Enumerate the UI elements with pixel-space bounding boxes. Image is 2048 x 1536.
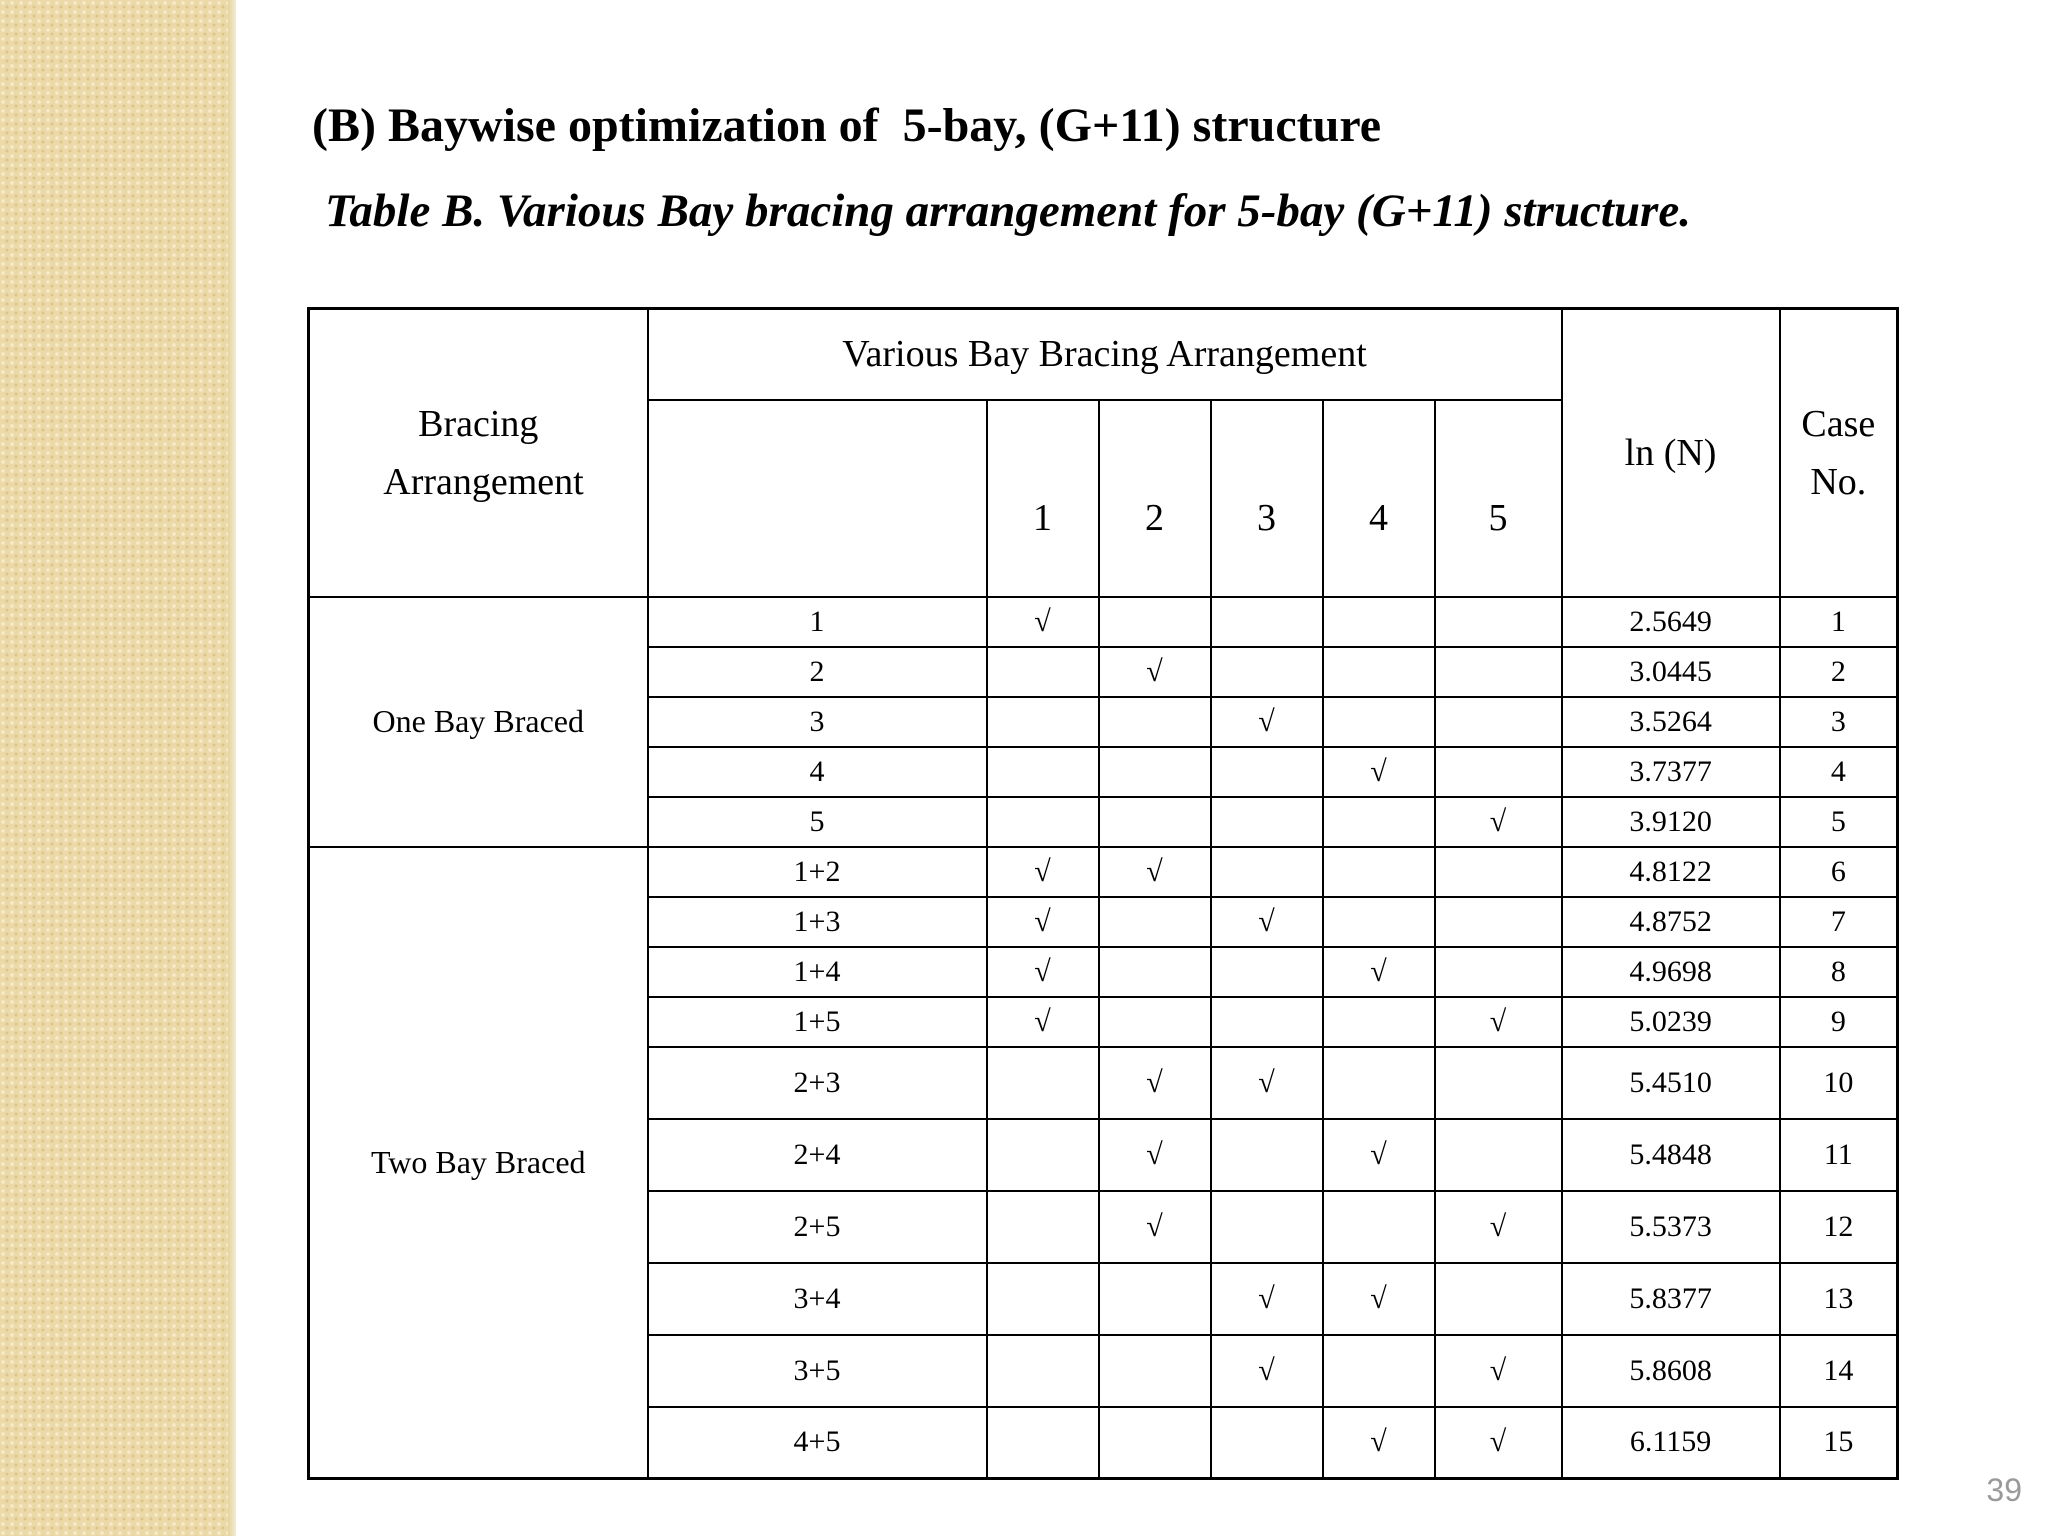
case-number-cell: 5 — [1780, 797, 1898, 847]
bay-1-cell — [987, 747, 1099, 797]
group-label: Two Bay Braced — [309, 847, 648, 1479]
bay-1-cell — [987, 947, 1099, 997]
header-bay-1: 1 — [987, 400, 1099, 597]
case-number-cell: 4 — [1780, 747, 1898, 797]
bay-5-cell — [1435, 1047, 1562, 1119]
bay-3-cell — [1211, 697, 1323, 747]
bay-2-cell — [1099, 697, 1211, 747]
bay-3-cell — [1211, 597, 1323, 647]
case-number-cell: 12 — [1780, 1191, 1898, 1263]
bay-3-cell — [1211, 847, 1323, 897]
check-mark-icon: √ — [1146, 654, 1163, 688]
case-number-cell: 3 — [1780, 697, 1898, 747]
table-body — [309, 597, 1898, 1479]
case-number-cell: 15 — [1780, 1407, 1898, 1479]
ln-value-cell: 5.8377 — [1562, 1263, 1780, 1335]
bay-1-cell — [987, 697, 1099, 747]
bay-5-cell — [1435, 1263, 1562, 1335]
bay-5-cell — [1435, 697, 1562, 747]
bay-4-cell — [1323, 997, 1435, 1047]
header-various-bay: Various Bay Bracing Arrangement — [648, 309, 1562, 400]
check-mark-icon: √ — [1258, 904, 1275, 938]
check-mark-icon: √ — [1489, 1209, 1507, 1243]
check-mark-icon: √ — [1489, 1004, 1507, 1038]
bay-3-cell — [1211, 1047, 1323, 1119]
check-mark-icon: √ — [1146, 1209, 1163, 1243]
page-number: 39 — [1986, 1472, 2022, 1508]
case-number-cell: 11 — [1780, 1119, 1898, 1191]
bay-3-cell — [1211, 1119, 1323, 1191]
ln-value-cell: 5.0239 — [1562, 997, 1780, 1047]
ln-value-cell: 3.7377 — [1562, 747, 1780, 797]
check-mark-icon: √ — [1034, 604, 1051, 638]
ln-value-cell: 5.5373 — [1562, 1191, 1780, 1263]
arrangement-cell: 1+2 — [648, 847, 987, 897]
table-caption: Table B. Various Bay bracing arrangement for 5-bay (G+11) structure. — [325, 185, 1691, 237]
arrangement-cell: 2 — [648, 647, 987, 697]
ln-value-cell: 2.5649 — [1562, 597, 1780, 647]
header-case-no: Case No. — [1780, 309, 1898, 597]
bay-2-cell — [1099, 997, 1211, 1047]
bay-5-cell — [1435, 997, 1562, 1047]
bay-2-cell — [1099, 1407, 1211, 1479]
bay-1-cell — [987, 797, 1099, 847]
bay-2-cell — [1099, 1119, 1211, 1191]
arrangement-cell: 1+4 — [648, 947, 987, 997]
bay-1-cell — [987, 997, 1099, 1047]
bay-2-cell — [1099, 647, 1211, 697]
bay-1-cell — [987, 1119, 1099, 1191]
check-mark-icon: √ — [1370, 1281, 1387, 1315]
header-bracing-arrangement: Bracing Arrangement — [309, 309, 648, 597]
bay-4-cell — [1323, 747, 1435, 797]
arrangement-cell: 2+3 — [648, 1047, 987, 1119]
bay-3-cell — [1211, 947, 1323, 997]
bay-3-cell — [1211, 747, 1323, 797]
case-number-cell: 14 — [1780, 1335, 1898, 1407]
bay-4-cell — [1323, 1191, 1435, 1263]
bay-3-cell — [1211, 647, 1323, 697]
arrangement-cell: 3 — [648, 697, 987, 747]
bay-1-cell — [987, 1047, 1099, 1119]
ln-value-cell: 5.8608 — [1562, 1335, 1780, 1407]
ln-value-cell: 4.8752 — [1562, 897, 1780, 947]
bay-2-cell — [1099, 1047, 1211, 1119]
bay-1-cell — [987, 597, 1099, 647]
check-mark-icon: √ — [1146, 854, 1163, 888]
check-mark-icon: √ — [1034, 854, 1051, 888]
header-ln-n: ln (N) — [1562, 309, 1780, 597]
slide-heading: (B) Baywise optimization of 5-bay, (G+11) structure — [312, 99, 1382, 152]
ln-value-cell: 3.5264 — [1562, 697, 1780, 747]
case-number-cell: 8 — [1780, 947, 1898, 997]
bay-3-cell — [1211, 897, 1323, 947]
check-mark-icon: √ — [1034, 904, 1051, 938]
bay-2-cell — [1099, 797, 1211, 847]
check-mark-icon: √ — [1370, 1425, 1387, 1459]
check-mark-icon: √ — [1034, 1004, 1051, 1038]
check-mark-icon: √ — [1489, 1353, 1507, 1387]
bay-4-cell — [1323, 1263, 1435, 1335]
bay-2-cell — [1099, 947, 1211, 997]
bay-5-cell — [1435, 647, 1562, 697]
decorative-side-strip — [0, 0, 228, 1536]
bay-3-cell — [1211, 1335, 1323, 1407]
check-mark-icon: √ — [1146, 1137, 1163, 1171]
bay-4-cell — [1323, 1335, 1435, 1407]
check-mark-icon: √ — [1489, 804, 1507, 838]
arrangement-cell: 4 — [648, 747, 987, 797]
check-mark-icon: √ — [1258, 1281, 1275, 1315]
header-bay-2: 2 — [1099, 400, 1211, 597]
bay-5-cell — [1435, 747, 1562, 797]
check-mark-icon: √ — [1489, 1425, 1507, 1459]
bay-5-cell — [1435, 897, 1562, 947]
bay-1-cell — [987, 1263, 1099, 1335]
bay-2-cell — [1099, 1191, 1211, 1263]
check-mark-icon: √ — [1258, 1353, 1275, 1387]
ln-value-cell: 3.0445 — [1562, 647, 1780, 697]
bay-5-cell — [1435, 1119, 1562, 1191]
bay-4-cell — [1323, 947, 1435, 997]
bay-5-cell — [1435, 597, 1562, 647]
bay-4-cell — [1323, 697, 1435, 747]
bay-4-cell — [1323, 1407, 1435, 1479]
bay-3-cell — [1211, 997, 1323, 1047]
header-bay-4: 4 — [1323, 400, 1435, 597]
bay-1-cell — [987, 1407, 1099, 1479]
bay-5-cell — [1435, 1335, 1562, 1407]
bay-5-cell — [1435, 1191, 1562, 1263]
bay-4-cell — [1323, 897, 1435, 947]
arrangement-cell: 5 — [648, 797, 987, 847]
ln-value-cell: 4.8122 — [1562, 847, 1780, 897]
arrangement-cell: 3+4 — [648, 1263, 987, 1335]
case-number-cell: 10 — [1780, 1047, 1898, 1119]
ln-value-cell: 4.9698 — [1562, 947, 1780, 997]
bay-2-cell — [1099, 847, 1211, 897]
bay-5-cell — [1435, 797, 1562, 847]
case-number-cell: 9 — [1780, 997, 1898, 1047]
check-mark-icon: √ — [1370, 754, 1387, 788]
case-number-cell: 1 — [1780, 597, 1898, 647]
bay-4-cell — [1323, 797, 1435, 847]
table-row — [309, 847, 1898, 897]
bracing-table — [307, 307, 1899, 1480]
bay-2-cell — [1099, 747, 1211, 797]
check-mark-icon: √ — [1258, 1065, 1275, 1099]
check-mark-icon: √ — [1034, 954, 1051, 988]
arrangement-cell: 2+4 — [648, 1119, 987, 1191]
bay-4-cell — [1323, 1047, 1435, 1119]
bay-2-cell — [1099, 1263, 1211, 1335]
arrangement-cell: 3+5 — [648, 1335, 987, 1407]
bay-4-cell — [1323, 647, 1435, 697]
bay-5-cell — [1435, 1407, 1562, 1479]
arrangement-cell: 2+5 — [648, 1191, 987, 1263]
bay-1-cell — [987, 897, 1099, 947]
header-bay-3: 3 — [1211, 400, 1323, 597]
bay-4-cell — [1323, 1119, 1435, 1191]
check-mark-icon: √ — [1146, 1065, 1163, 1099]
arrangement-cell: 1+3 — [648, 897, 987, 947]
bay-5-cell — [1435, 847, 1562, 897]
bay-1-cell — [987, 1191, 1099, 1263]
side-strip-edge — [228, 0, 236, 1536]
check-mark-icon: √ — [1370, 954, 1387, 988]
table-row — [309, 597, 1898, 647]
bay-2-cell — [1099, 897, 1211, 947]
bay-1-cell — [987, 847, 1099, 897]
case-number-cell: 6 — [1780, 847, 1898, 897]
bay-2-cell — [1099, 1335, 1211, 1407]
bay-2-cell — [1099, 597, 1211, 647]
arrangement-cell: 1 — [648, 597, 987, 647]
bay-4-cell — [1323, 847, 1435, 897]
ln-value-cell: 6.1159 — [1562, 1407, 1780, 1479]
arrangement-cell: 4+5 — [648, 1407, 987, 1479]
ln-value-cell: 5.4848 — [1562, 1119, 1780, 1191]
group-label: One Bay Braced — [309, 597, 648, 847]
check-mark-icon: √ — [1258, 704, 1275, 738]
bay-1-cell — [987, 1335, 1099, 1407]
check-mark-icon: √ — [1370, 1137, 1387, 1171]
ln-value-cell: 5.4510 — [1562, 1047, 1780, 1119]
bay-1-cell — [987, 647, 1099, 697]
bay-5-cell — [1435, 947, 1562, 997]
ln-value-cell: 3.9120 — [1562, 797, 1780, 847]
case-number-cell: 2 — [1780, 647, 1898, 697]
bay-3-cell — [1211, 1191, 1323, 1263]
case-number-cell: 7 — [1780, 897, 1898, 947]
bay-3-cell — [1211, 797, 1323, 847]
bay-3-cell — [1211, 1263, 1323, 1335]
bay-3-cell — [1211, 1407, 1323, 1479]
case-number-cell: 13 — [1780, 1263, 1898, 1335]
bay-4-cell — [1323, 597, 1435, 647]
header-bay-5: 5 — [1435, 400, 1562, 597]
arrangement-cell: 1+5 — [648, 997, 987, 1047]
header-blank-cell — [648, 400, 987, 597]
